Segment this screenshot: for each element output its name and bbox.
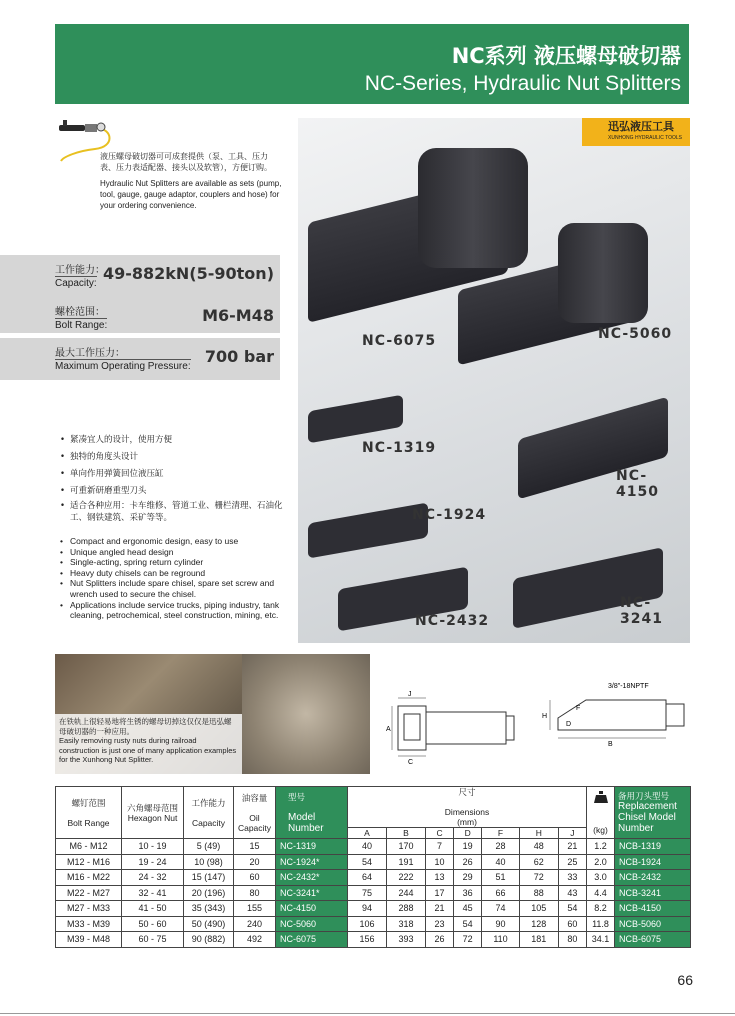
table-cell: 64 <box>348 870 387 886</box>
table-row <box>56 901 691 917</box>
table-cell: 66 <box>482 885 520 901</box>
table-cell: M33 - M39 <box>56 916 122 932</box>
table-cell: 62 <box>519 854 558 870</box>
hdr-bolt-cn: 螺钉范围 <box>71 797 106 808</box>
dim-letter: C <box>408 759 414 766</box>
table-cell: 80 <box>558 932 586 948</box>
dimension-diagram <box>380 676 690 776</box>
spec-value: M6-M48 <box>202 306 274 325</box>
spec-label-cn: 螺栓范围： <box>55 307 105 318</box>
features-cn-list <box>58 432 288 524</box>
list-item: • 可重新研磨重型刀头 <box>58 483 288 500</box>
table-cell: NC-4150 <box>276 901 348 917</box>
list-item: • 单向作用弹簧回位液压缸 <box>58 466 288 483</box>
page-number: 66 <box>677 972 693 988</box>
table-cell: NCB-1319 <box>615 839 691 855</box>
table-cell: 36 <box>454 885 482 901</box>
table-row <box>56 932 691 948</box>
spec-label-cn: 工作能力： <box>55 265 105 276</box>
table-cell: 492 <box>234 932 276 948</box>
spec-bolt-range <box>0 297 280 333</box>
spec-value: 49-882kN(5-90ton) <box>102 264 274 283</box>
table-cell: 74 <box>482 901 520 917</box>
table-cell: 10 (98) <box>184 854 234 870</box>
list-item: • Single-acting, spring return cylinder <box>58 557 288 568</box>
table-cell: 21 <box>425 901 453 917</box>
table-row <box>56 854 691 870</box>
dim-letter: J <box>408 691 412 698</box>
hdr-dim-b: B <box>386 828 425 839</box>
table-cell: 10 - 19 <box>122 839 184 855</box>
table-cell: 15 <box>234 839 276 855</box>
table-cell: 28 <box>482 839 520 855</box>
features-en-list <box>58 536 288 621</box>
list-item: • Compact and ergonomic design, easy to use <box>58 536 288 547</box>
brand-name-en: XUNHONG HYDRAULIC TOOLS <box>608 135 682 141</box>
hdr-dim-en: Dimensions <box>444 807 490 817</box>
tool-nc-6075-cylinder <box>418 148 528 268</box>
kit-text-cn: 液压螺母破切器可可成套提供（泵、工具、压力表、压力表适配器、接头以及软管），方便订购。 <box>100 152 272 172</box>
table-cell: 110 <box>482 932 520 948</box>
table-cell: 240 <box>234 916 276 932</box>
table-cell: 60 <box>558 916 586 932</box>
table-cell: 43 <box>558 885 586 901</box>
hdr-dim-a: A <box>348 828 387 839</box>
table-cell: 13 <box>425 870 453 886</box>
hdr-cap-en: Capacity <box>191 817 226 828</box>
list-item: • 适合各种应用：卡车维修、管道工业、栅栏清理、石油化工、钢铁建筑、采矿等等。 <box>58 500 288 524</box>
table-cell: NCB-5060 <box>615 916 691 932</box>
table-cell: 15 (147) <box>184 870 234 886</box>
rusty-nut-photo <box>242 654 370 774</box>
table-cell: 41 - 50 <box>122 901 184 917</box>
spec-table <box>55 786 691 948</box>
hdr-dim-d: D <box>454 828 482 839</box>
list-item: • Applications include service trucks, piping industry, tank cleaning, petrochemical, steel construction, mining, etc. <box>58 600 288 621</box>
hdr-bolt-en: Bolt Range <box>67 817 110 828</box>
kit-text-en: Hydraulic Nut Splitters are available as sets (pump, tool, gauge, gauge adaptor, couplers and hose) for your ordering convenience. <box>100 179 282 210</box>
table-cell: 45 <box>454 901 482 917</box>
spec-label-en: Bolt Range: <box>55 320 108 331</box>
table-cell: 88 <box>519 885 558 901</box>
model-label: NC-3241 <box>620 595 663 627</box>
table-cell: NCB-2432 <box>615 870 691 886</box>
dim-letter: F <box>576 705 581 712</box>
table-cell: NC-2432* <box>276 870 348 886</box>
model-label: NC-5060 <box>598 326 673 342</box>
table-cell: M12 - M16 <box>56 854 122 870</box>
table-cell: 40 <box>348 839 387 855</box>
model-label: NC-1319 <box>362 440 437 456</box>
table-cell: 80 <box>234 885 276 901</box>
table-cell: 4.4 <box>587 885 615 901</box>
list-item: • Heavy duty chisels can be reground <box>58 568 288 579</box>
table-cell: 23 <box>425 916 453 932</box>
table-cell: NC-1924* <box>276 854 348 870</box>
list-item: • 紧凑宜人的设计，使用方便 <box>58 432 288 449</box>
hdr-dim-j: J <box>558 828 586 839</box>
spec-pressure <box>0 338 280 380</box>
product-photo <box>298 118 690 643</box>
table-cell: 3.0 <box>587 870 615 886</box>
hdr-dim-c: C <box>425 828 453 839</box>
table-cell: NCB-1924 <box>615 854 691 870</box>
table-cell: 50 (490) <box>184 916 234 932</box>
hdr-cap-cn: 工作能力 <box>191 797 226 808</box>
hdr-rep-cn: 备用刀头型号 <box>618 791 670 801</box>
table-cell: 34.1 <box>587 932 615 948</box>
table-cell: 21 <box>558 839 586 855</box>
table-cell: NC-1319 <box>276 839 348 855</box>
spec-value: 700 bar <box>204 347 274 366</box>
table-cell: 11.8 <box>587 916 615 932</box>
hdr-dim-h: H <box>519 828 558 839</box>
table-row <box>56 885 691 901</box>
table-cell: 54 <box>558 901 586 917</box>
hdr-weight-unit: (kg) <box>593 824 608 835</box>
table-cell: 54 <box>348 854 387 870</box>
table-cell: 244 <box>386 885 425 901</box>
table-cell: 393 <box>386 932 425 948</box>
caption-cn: 在铁轨上很轻易地将生锈的螺母切掉这仅仅是迅弘螺母破切器的一种应用。 <box>59 717 232 736</box>
table-cell: 25 <box>558 854 586 870</box>
page-header <box>55 24 689 104</box>
table-cell: 170 <box>386 839 425 855</box>
spec-label-en: Capacity: <box>55 278 97 289</box>
table-cell: 17 <box>425 885 453 901</box>
hdr-dim-cn: 尺寸 <box>458 787 476 797</box>
brand-name-cn: 迅弘液压工具 <box>608 121 674 133</box>
list-item: • 独特的角度头设计 <box>58 449 288 466</box>
table-cell: 75 <box>348 885 387 901</box>
table-cell: 106 <box>348 916 387 932</box>
table-cell: 128 <box>519 916 558 932</box>
table-cell: 7 <box>425 839 453 855</box>
table-cell: 72 <box>519 870 558 886</box>
table-cell: 29 <box>454 870 482 886</box>
hdr-oil-cn: 油容量 <box>241 792 268 803</box>
table-cell: 222 <box>386 870 425 886</box>
table-cell: 2.0 <box>587 854 615 870</box>
table-cell: NCB-3241 <box>615 885 691 901</box>
model-label: NC-6075 <box>362 333 437 349</box>
table-cell: M22 - M27 <box>56 885 122 901</box>
thread-label: 3/8"-18NPTF <box>608 683 649 690</box>
table-cell: 155 <box>234 901 276 917</box>
table-row <box>56 870 691 886</box>
table-cell: 19 <box>454 839 482 855</box>
table-cell: 94 <box>348 901 387 917</box>
brand-badge <box>582 118 690 146</box>
tool-nc-1319 <box>308 395 403 444</box>
table-cell: 156 <box>348 932 387 948</box>
table-row <box>56 916 691 932</box>
table-cell: 24 - 32 <box>122 870 184 886</box>
table-cell: 33 <box>558 870 586 886</box>
table-cell: 8.2 <box>587 901 615 917</box>
weight-icon <box>594 791 608 803</box>
hdr-rep-en: Replacement Chisel Model Number <box>618 801 677 834</box>
tool-nc-5060-cylinder <box>558 223 648 323</box>
model-label: NC-4150 <box>616 468 659 500</box>
table-cell: 191 <box>386 854 425 870</box>
spec-capacity <box>0 255 280 297</box>
table-cell: 72 <box>454 932 482 948</box>
hdr-dim-f: F <box>482 828 520 839</box>
railroad-caption <box>55 714 242 774</box>
table-cell: 105 <box>519 901 558 917</box>
table-cell: 26 <box>425 932 453 948</box>
table-cell: 10 <box>425 854 453 870</box>
table-cell: 32 - 41 <box>122 885 184 901</box>
table-cell: NC-5060 <box>276 916 348 932</box>
hdr-dim-unit: (mm) <box>457 817 477 827</box>
title-cn: NC系列 液压螺母破切器 <box>451 44 681 68</box>
table-cell: 90 (882) <box>184 932 234 948</box>
table-cell: M16 - M22 <box>56 870 122 886</box>
hdr-model-en: Model Number <box>288 811 324 834</box>
table-cell: 90 <box>482 916 520 932</box>
table-cell: 40 <box>482 854 520 870</box>
list-item: • Unique angled head design <box>58 547 288 558</box>
dim-letter: H <box>542 713 548 720</box>
hdr-hex-en: Hexagon Nut <box>127 812 178 823</box>
table-cell: 50 - 60 <box>122 916 184 932</box>
table-cell: M27 - M33 <box>56 901 122 917</box>
table-cell: NC-3241* <box>276 885 348 901</box>
dim-letter: D <box>566 721 572 728</box>
model-label: NC-2432 <box>415 613 490 629</box>
table-cell: 35 (343) <box>184 901 234 917</box>
spec-label-cn: 最大工作压力： <box>55 348 125 359</box>
table-cell: 288 <box>386 901 425 917</box>
hdr-oil-en: Oil Capacity <box>237 812 272 833</box>
table-cell: NCB-4150 <box>615 901 691 917</box>
table-cell: 51 <box>482 870 520 886</box>
table-cell: 60 <box>234 870 276 886</box>
dim-letter: B <box>608 741 613 748</box>
table-cell: 19 - 24 <box>122 854 184 870</box>
table-cell: 20 <box>234 854 276 870</box>
table-cell: 26 <box>454 854 482 870</box>
list-item: • Nut Splitters include spare chisel, spare set screw and wrench used to secure the chisel. <box>58 578 288 599</box>
kit-description <box>100 151 282 211</box>
tool-nc-1924 <box>308 502 428 558</box>
table-cell: M39 - M48 <box>56 932 122 948</box>
model-label: NC-1924 <box>412 507 487 523</box>
table-cell: M6 - M12 <box>56 839 122 855</box>
caption-en: Easily removing rusty nuts during railroad construction is just one of many application examples for the Xunhong Nut Splitter. <box>59 736 237 764</box>
table-cell: 1.2 <box>587 839 615 855</box>
table-cell: 5 (49) <box>184 839 234 855</box>
table-cell: 20 (196) <box>184 885 234 901</box>
table-cell: 318 <box>386 916 425 932</box>
table-cell: NCB-6075 <box>615 932 691 948</box>
table-cell: 60 - 75 <box>122 932 184 948</box>
table-cell: 48 <box>519 839 558 855</box>
hdr-hex-cn: 六角螺母范围 <box>126 802 178 813</box>
hdr-model-cn: 型号 <box>288 791 306 802</box>
dim-letter: A <box>386 726 391 733</box>
table-cell: NC-6075 <box>276 932 348 948</box>
spec-label-en: Maximum Operating Pressure: <box>55 361 191 372</box>
table-cell: 54 <box>454 916 482 932</box>
title-en: NC-Series, Hydraulic Nut Splitters <box>364 72 681 95</box>
table-cell: 181 <box>519 932 558 948</box>
table-row <box>56 839 691 855</box>
footer-line <box>0 1013 735 1014</box>
